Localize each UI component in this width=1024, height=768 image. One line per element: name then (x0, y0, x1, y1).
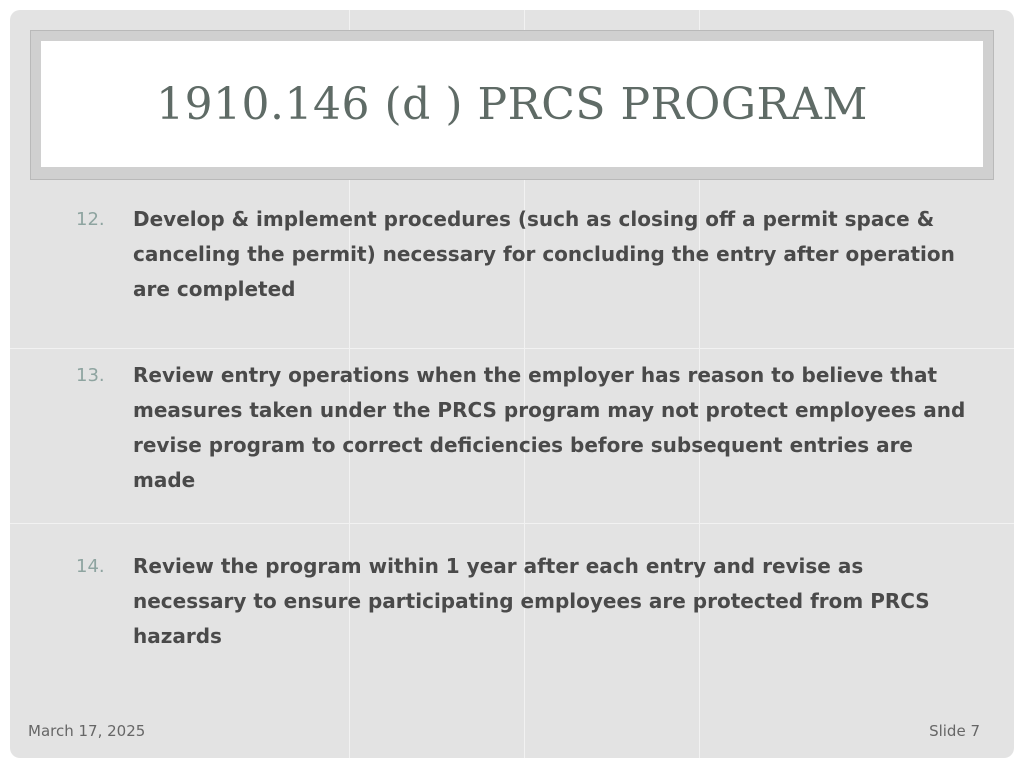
footer-date: March 17, 2025 (28, 722, 146, 740)
list-item (76, 358, 966, 498)
slide-number: Slide 7 (929, 722, 980, 740)
background-grid-line (10, 523, 1014, 524)
slide (10, 10, 1014, 758)
list-item-text: Review entry operations when the employer has reason to believe that measures taken under the PRCS program may not protect employees and revise program to correct deficiencies before subsequent entries are made (133, 363, 966, 492)
slide-title: 1910.146 (d ) PRCS PROGRAM (156, 78, 868, 130)
list-item (76, 202, 966, 307)
list-item-number: 14. (76, 556, 105, 577)
list-item-text: Review the program within 1 year after each entry and revise as necessary to ensure participating employees are protected from PRCS hazards (133, 554, 930, 648)
list-item (76, 549, 966, 654)
background-grid-line (10, 348, 1014, 349)
list-item-number: 12. (76, 209, 105, 230)
title-frame (30, 30, 994, 180)
list-item-number: 13. (76, 365, 105, 386)
list-item-text: Develop & implement procedures (such as closing off a permit space & canceling the permit) necessary for concluding the entry after operation are completed (133, 207, 955, 301)
title-box (41, 41, 983, 167)
